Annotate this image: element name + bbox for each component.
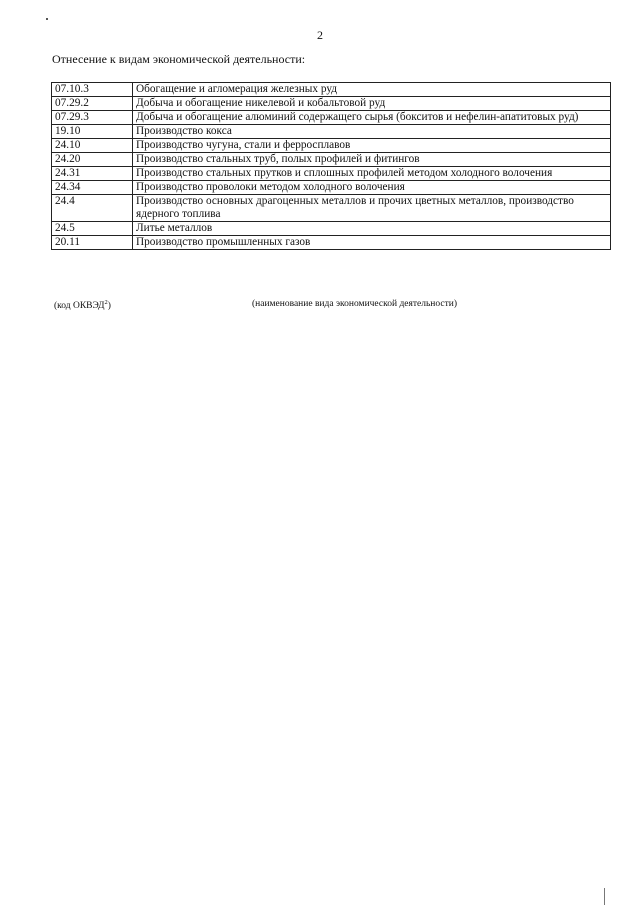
okved-code-caption-label: (код ОКВЭД: [54, 301, 105, 312]
table-row: [52, 83, 611, 97]
table-row: [52, 167, 611, 181]
table-row: [52, 125, 611, 139]
activity-name: Производство стальных прутков и сплошных профилей методом холодного волочения: [133, 167, 611, 181]
scan-edge-mark: [604, 888, 605, 905]
okved-code: 24.5: [52, 222, 133, 236]
activity-name-caption: (наименование вида экономической деятельности): [252, 299, 457, 309]
okved-code: 19.10: [52, 125, 133, 139]
okved-code: 24.34: [52, 181, 133, 195]
okved-table: [51, 82, 611, 250]
okved-code-caption: [54, 299, 111, 311]
activity-name: Добыча и обогащение алюминий содержащего сырья (бокситов и нефелин-апатитовых руд): [133, 111, 611, 125]
activity-name: Обогащение и агломерация железных руд: [133, 83, 611, 97]
activity-name: Производство кокса: [133, 125, 611, 139]
page-number: 2: [317, 28, 323, 42]
footnote-marker: 2: [104, 299, 108, 306]
table-row: [52, 222, 611, 236]
activity-name: Производство стальных труб, полых профилей и фитингов: [133, 153, 611, 167]
table-row: [52, 111, 611, 125]
table-row: [52, 181, 611, 195]
activity-name: Производство проволоки методом холодного волочения: [133, 181, 611, 195]
okved-code: 24.31: [52, 167, 133, 181]
scan-speck: [46, 18, 48, 20]
table-row: [52, 153, 611, 167]
table-row: [52, 195, 611, 222]
table-row: [52, 97, 611, 111]
activity-name: Производство основных драгоценных металлов и прочих цветных металлов, производство ядерного топлива: [133, 195, 611, 222]
section-heading: Отнесение к видам экономической деятельности:: [52, 52, 306, 66]
table-row: [52, 139, 611, 153]
table-row: [52, 236, 611, 250]
okved-code: 20.11: [52, 236, 133, 250]
okved-code: 07.29.2: [52, 97, 133, 111]
okved-code: 07.29.3: [52, 111, 133, 125]
activity-name: Литье металлов: [133, 222, 611, 236]
okved-code: 07.10.3: [52, 83, 133, 97]
okved-code: 24.4: [52, 195, 133, 222]
activity-name: Производство чугуна, стали и ферросплавов: [133, 139, 611, 153]
activity-name: Добыча и обогащение никелевой и кобальтовой руд: [133, 97, 611, 111]
okved-code: 24.10: [52, 139, 133, 153]
activity-name: Производство промышленных газов: [133, 236, 611, 250]
okved-code-caption-close: ): [107, 301, 111, 312]
okved-code: 24.20: [52, 153, 133, 167]
